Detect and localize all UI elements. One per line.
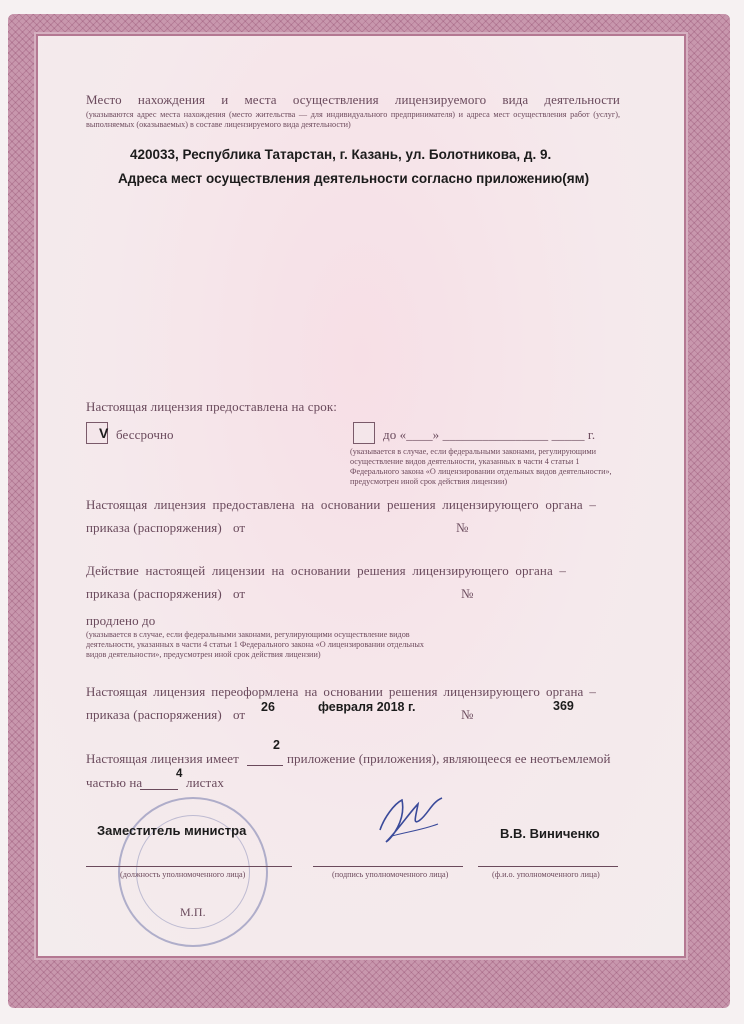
check-mark: V bbox=[99, 425, 109, 441]
reissued-number-sign: № bbox=[461, 707, 474, 722]
until-note: (указывается в случае, если федеральными законами, регулирующими осуществление видов деятельности, указанных в части 4 статьи 1 Федерального закона «О лицензировании отдельных видов деятельности», предусмотрен иной срок действия лицензии) bbox=[350, 447, 612, 486]
appendix-count-line bbox=[247, 765, 283, 766]
extended-number-sign: № bbox=[461, 586, 474, 601]
sheets-line bbox=[140, 789, 178, 790]
address-line-2: Адреса мест осуществления деятельности согласно приложению(ям) bbox=[118, 171, 590, 186]
until-checkbox[interactable] bbox=[353, 422, 375, 444]
signature-scribble bbox=[372, 790, 452, 850]
extended-order-label: приказа (распоряжения) bbox=[86, 586, 222, 601]
signer-position: Заместитель министра bbox=[97, 823, 247, 838]
until-date-field: до «____» ________________ _____ г. bbox=[383, 427, 596, 442]
reissued-day: 26 bbox=[261, 700, 275, 714]
term-label: Настоящая лицензия предоставлена на срок: bbox=[86, 399, 337, 414]
address-line-1: 420033, Республика Татарстан, г. Казань, ул. Болотникова, д. 9. bbox=[130, 147, 552, 162]
granted-line: Настоящая лицензия предоставлена на основании решения лицензирующего органа – bbox=[86, 497, 596, 512]
appendix-part-prefix: частью на bbox=[86, 775, 143, 790]
granted-from-label: от bbox=[233, 520, 246, 535]
seal-label: М.П. bbox=[180, 905, 206, 919]
indefinite-label: бессрочно bbox=[116, 427, 174, 442]
granted-number-sign: № bbox=[456, 520, 469, 535]
position-caption: (должность уполномоченного лица) bbox=[120, 870, 246, 879]
sheets-count: 4 bbox=[176, 768, 183, 780]
reissued-order-label: приказа (распоряжения) bbox=[86, 707, 222, 722]
reissued-from-label: от bbox=[233, 707, 246, 722]
signer-name: В.В. Виниченко bbox=[500, 826, 600, 841]
extended-note: (указывается в случае, если федеральными законами, регулирующими осуществление видов деятельности, указанных в части 4 статьи 1 Федерального закона «О лицензировании отдельных видов деятельности», предусмотрен иной срок действия лицензии) bbox=[86, 630, 425, 659]
header-title: Место нахождения и места осуществления лицензируемого вида деятельности bbox=[86, 92, 620, 107]
granted-order-label: приказа (распоряжения) bbox=[86, 520, 222, 535]
signature-line bbox=[313, 866, 463, 867]
reissued-line: Настоящая лицензия переоформлена на основании решения лицензирующего органа – bbox=[86, 684, 596, 699]
appendix-count: 2 bbox=[273, 738, 280, 752]
extended-from-label: от bbox=[233, 586, 246, 601]
appendix-prefix: Настоящая лицензия имеет bbox=[86, 751, 239, 766]
appendix-suffix: приложение (приложения), являющееся ее неотъемлемой bbox=[287, 751, 611, 766]
header-note: (указываются адрес места нахождения (место жительства — для индивидуального предпринимателя) и адреса мест осуществления работ (услуг), выполняемых (оказываемых) в составе лицензируемого вида деятельности) bbox=[86, 110, 620, 129]
signature-caption: (подпись уполномоченного лица) bbox=[332, 870, 449, 879]
position-line bbox=[86, 866, 292, 867]
extended-until-label: продлено до bbox=[86, 613, 156, 628]
reissued-month-year: февраля 2018 г. bbox=[318, 700, 416, 714]
sheets-label: листах bbox=[186, 775, 224, 790]
name-caption: (ф.и.о. уполномоченного лица) bbox=[492, 870, 600, 879]
extended-line: Действие настоящей лицензии на основании решения лицензирующего органа – bbox=[86, 563, 566, 578]
reissued-number: 369 bbox=[553, 699, 574, 713]
name-line bbox=[478, 866, 618, 867]
